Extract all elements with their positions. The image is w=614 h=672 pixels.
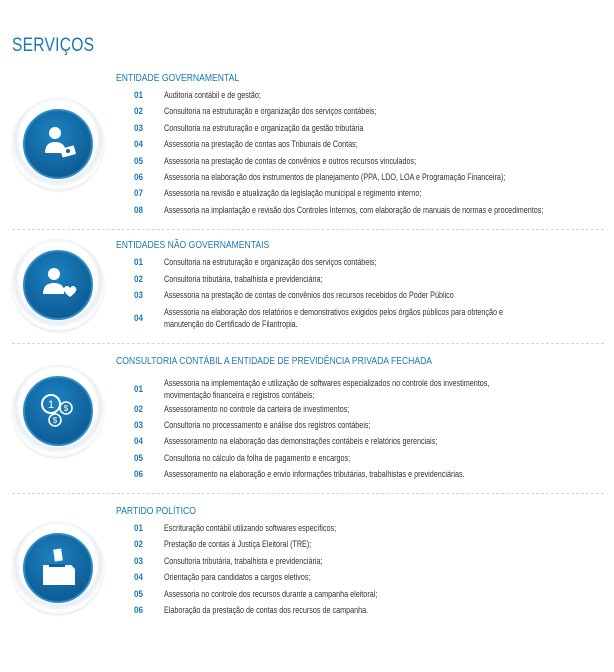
item-text: Assessoria na implementação e utilização de softwares especializados no controle dos investimentos, movimentação financeira e registros contábeis; xyxy=(164,378,490,400)
list-item xyxy=(134,523,604,535)
section-icon xyxy=(12,239,104,331)
list-item xyxy=(134,188,604,200)
item-text: Elaboração da prestação de contas dos recursos de campanha. xyxy=(164,605,369,615)
section-title: ENTIDADE GOVERNAMENTAL xyxy=(116,73,240,84)
list-item xyxy=(134,307,604,330)
list-item xyxy=(134,139,604,151)
item-number: 05 xyxy=(134,453,143,465)
svg-text:$: $ xyxy=(63,404,69,413)
list-item xyxy=(134,404,604,416)
item-text: Consultoria no cálculo da folha de pagamento e encargos; xyxy=(164,453,351,463)
item-number: 03 xyxy=(134,420,143,432)
item-number: 02 xyxy=(134,539,143,551)
item-number: 06 xyxy=(134,469,143,481)
item-number: 01 xyxy=(134,257,143,269)
ballot-box-icon xyxy=(25,535,91,601)
svg-text:$: $ xyxy=(52,416,58,425)
section-title: ENTIDADES NÃO GOVERNAMENTAIS xyxy=(116,240,270,251)
section-title: PARTIDO POLÍTICO xyxy=(116,506,196,517)
item-number: 02 xyxy=(134,274,143,286)
svg-text:1: 1 xyxy=(47,399,55,411)
item-text: Consultoria na estruturação e organização dos serviços contábeis; xyxy=(164,257,377,267)
item-number: 04 xyxy=(134,572,143,584)
item-text: Assessoria na elaboração dos instrumentos de planejamento (PPA, LDO, LOA e Programação Financeira); xyxy=(164,172,506,182)
list-item xyxy=(134,605,604,617)
section-divider xyxy=(12,229,604,230)
item-number: 03 xyxy=(134,123,143,135)
item-text: Assessoria na prestação de contas aos Tribunais de Contas; xyxy=(164,139,358,149)
item-number: 06 xyxy=(134,172,143,184)
item-text: Assessoria na revisão e atualização da legislação municipal e regimento interno; xyxy=(164,188,422,198)
item-text: Assessoria na prestação de contas de convênios dos recursos recebidos do Poder Público xyxy=(164,290,454,300)
list-item xyxy=(134,156,604,168)
list-item xyxy=(134,123,604,135)
person-heart-icon xyxy=(25,252,91,318)
item-text: Auditoria contábil e de gestão; xyxy=(164,90,261,100)
list-item xyxy=(134,290,604,302)
item-number: 01 xyxy=(134,90,143,102)
item-number: 06 xyxy=(134,605,143,617)
list-item xyxy=(134,589,604,601)
coins-icon xyxy=(25,378,91,444)
item-text: Assessoria na prestação de contas de convênios e outros recursos vinculados; xyxy=(164,156,417,166)
list-item xyxy=(134,205,604,217)
list-item xyxy=(134,453,604,465)
section-divider xyxy=(12,343,604,344)
list-item xyxy=(134,257,604,269)
item-number: 07 xyxy=(134,188,143,200)
item-number: 04 xyxy=(134,313,143,324)
item-number: 08 xyxy=(134,205,143,217)
item-text: Assessoria na elaboração dos relatórios e demonstrativos exigidos pelos órgãos públicos para obtenção e manutenção do Certificado de Filantropia. xyxy=(164,307,504,329)
item-number: 04 xyxy=(134,139,143,151)
item-number: 02 xyxy=(134,404,143,416)
item-text: Assessoria no controle dos recursos durante a campanha eleitoral; xyxy=(164,589,378,599)
list-item xyxy=(134,274,604,286)
item-text: Consultoria tributária, trabalhista e previdenciária; xyxy=(164,556,323,566)
item-text: Escrituração contábil utilizando softwares específicos; xyxy=(164,523,337,533)
item-text: Assessoramento na elaboração e envio informações tributárias, trabalhistas e previdenciárias. xyxy=(164,469,465,479)
item-number: 04 xyxy=(134,436,143,448)
person-money-icon xyxy=(25,111,91,177)
item-text: Consultoria na estruturação e organização da gestão tributária xyxy=(164,123,364,133)
list-item xyxy=(134,90,604,102)
item-text: Assessoria na implantação e revisão dos Controles Internos, com elaboração de manuais de normas e procedimentos; xyxy=(164,205,544,215)
list-item xyxy=(134,378,604,401)
item-text: Consultoria tributária, trabalhista e previdenciária; xyxy=(164,274,323,284)
list-item xyxy=(134,106,604,118)
page-title: SERVIÇOS xyxy=(12,35,95,56)
section-icon xyxy=(12,365,104,457)
item-number: 05 xyxy=(134,589,143,601)
item-number: 02 xyxy=(134,106,143,118)
section-divider xyxy=(12,493,604,494)
item-number: 03 xyxy=(134,290,143,302)
list-item xyxy=(134,420,604,432)
section-icon xyxy=(12,98,104,190)
list-item xyxy=(134,556,604,568)
item-text: Assessoramento na elaboração das demonstrações contábeis e relatórios gerenciais; xyxy=(164,436,438,446)
section-title: CONSULTORIA CONTÁBIL A ENTIDADE DE PREVIDÊNCIA PRIVADA FECHADA xyxy=(116,356,433,367)
list-item xyxy=(134,172,604,184)
section-icon xyxy=(12,522,104,614)
item-text: Consultoria no processamento e análise dos registros contábeis; xyxy=(164,420,371,430)
item-number: 05 xyxy=(134,156,143,168)
list-item xyxy=(134,572,604,584)
item-text: Assessoramento no controle da carteira de investimentos; xyxy=(164,404,350,414)
item-text: Prestação de contas à Justiça Eleitoral (TRE); xyxy=(164,539,312,549)
item-number: 01 xyxy=(134,523,143,535)
item-number: 03 xyxy=(134,556,143,568)
item-number: 01 xyxy=(134,384,143,395)
list-item xyxy=(134,469,604,481)
item-text: Orientação para candidatos a cargos eletivos; xyxy=(164,572,311,582)
item-text: Consultoria na estruturação e organização dos serviços contábeis; xyxy=(164,106,377,116)
list-item xyxy=(134,539,604,551)
list-item xyxy=(134,436,604,448)
